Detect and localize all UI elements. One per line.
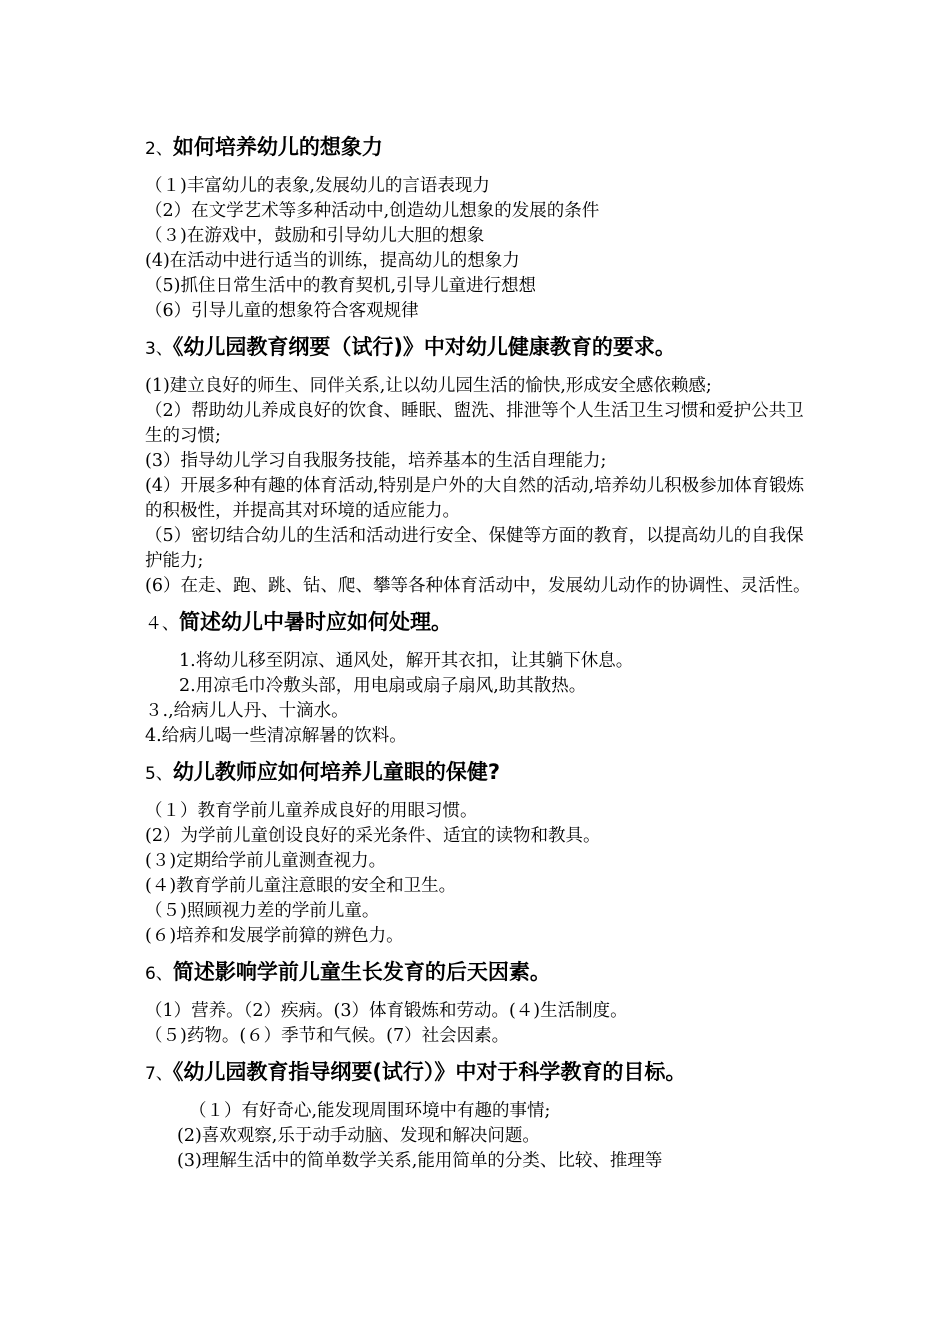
section-items-3	[145, 374, 815, 599]
list-item: (４)教育学前儿童注意眼的安全和卫生。	[145, 876, 457, 896]
section-title: 简述幼儿中暑时应如何处理。	[179, 610, 452, 634]
list-item: 2.用凉毛巾冷敷头部，用电扇或扇子扇风,助其散热。	[179, 676, 587, 696]
list-item: 4.给病儿喝一些清凉解暑的饮料。	[145, 726, 407, 746]
section-items-6	[145, 999, 815, 1049]
section-title: 《幼儿园教育纲要（试行)》中对幼儿健康教育的要求。	[172, 335, 676, 359]
list-item: （５)药物。(６）季节和气候。(7）社会因素。	[145, 1026, 510, 1046]
section-heading-7	[145, 1057, 815, 1089]
list-item: （１）有好奇心,能发现周围环境中有趣的事情;	[189, 1101, 551, 1121]
section-items-4	[145, 649, 815, 749]
list-item: （１）教育学前儿童养成良好的用眼习惯。	[145, 801, 478, 821]
section-title: 《幼儿园教育指导纲要(试行）》中对于科学教育的目标。	[172, 1060, 687, 1084]
section-heading-6	[145, 957, 815, 989]
section-number: 3、	[145, 339, 173, 359]
section-title: 如何培养幼儿的想象力	[172, 135, 383, 159]
section-number: 6、	[145, 964, 173, 984]
list-item: (4)在活动中进行适当的训练，提高幼儿的想象力	[145, 251, 520, 271]
section-items-2	[145, 174, 815, 324]
list-item: （6）引导儿童的想象符合客观规律	[145, 301, 419, 321]
list-item: 1.将幼儿移至阴凉、通风处，解开其衣扣，让其躺下休息。	[179, 651, 634, 671]
section-heading-4	[145, 607, 815, 639]
document-content	[145, 132, 815, 1182]
list-item: (６)培养和发展学前獐的辨色力。	[145, 926, 404, 946]
list-item: （1）营养。（2）疾病。(3）体育锻炼和劳动。(４)生活制度。	[145, 1001, 628, 1021]
section-heading-5	[145, 757, 815, 789]
list-item: (4）开展多种有趣的体育活动,特别是户外的大自然的活动,培养幼儿积极参加体育锻炼的积极性，并提高其对环境的适应能力。	[145, 476, 805, 521]
section-heading-2	[145, 132, 815, 164]
list-item: （３)在游戏中，鼓励和引导幼儿大胆的想象	[145, 226, 485, 246]
section-title: 简述影响学前儿童生长发育的后天因素。	[172, 960, 551, 984]
list-item: （５)照顾视力差的学前儿童。	[145, 901, 380, 921]
list-item: （１)丰富幼儿的表象,发展幼儿的言语表现力	[145, 176, 490, 196]
list-item: （5）密切结合幼儿的生活和活动进行安全、保健等方面的教育，以提高幼儿的自我保护能力;	[145, 526, 804, 571]
list-item: (6）在走、跑、跳、钻、爬、攀等各种体育活动中，发展幼儿动作的协调性、灵活性。	[145, 576, 811, 596]
list-item: (1)建立良好的师生、同伴关系,让以幼儿园生活的愉快,形成安全感依赖感;	[145, 376, 712, 396]
list-item: (3)理解生活中的简单数学关系,能用简单的分类、比较、推理等	[177, 1151, 663, 1171]
list-item: (３)定期给学前儿童测查视力。	[145, 851, 387, 871]
section-number: ４、	[145, 614, 179, 634]
list-item: ３.,给病儿人丹、十滴水。	[145, 701, 349, 721]
section-number: 5、	[145, 764, 173, 784]
section-items-5	[145, 799, 815, 949]
section-items-7	[145, 1099, 815, 1174]
list-item: （5)抓住日常生活中的教育契机,引导儿童进行想想	[145, 276, 537, 296]
list-item: （2）在文学艺术等多种活动中,创造幼儿想象的发展的条件	[145, 201, 600, 221]
section-number: 7、	[145, 1064, 173, 1084]
list-item: (3）指导幼儿学习自我服务技能，培养基本的生活自理能力;	[145, 451, 607, 471]
section-heading-3	[145, 332, 815, 364]
section-title: 幼儿教师应如何培养儿童眼的保健?	[172, 760, 501, 784]
list-item: (2）为学前儿童创设良好的采光条件、适宜的读物和教具。	[145, 826, 601, 846]
list-item: (2)喜欢观察,乐于动手动脑、发现和解决问题。	[177, 1126, 540, 1146]
section-number: 2、	[145, 139, 173, 159]
list-item: （2）帮助幼儿养成良好的饮食、睡眠、盥洗、排泄等个人生活卫生习惯和爱护公共卫生的习惯;	[145, 401, 804, 446]
